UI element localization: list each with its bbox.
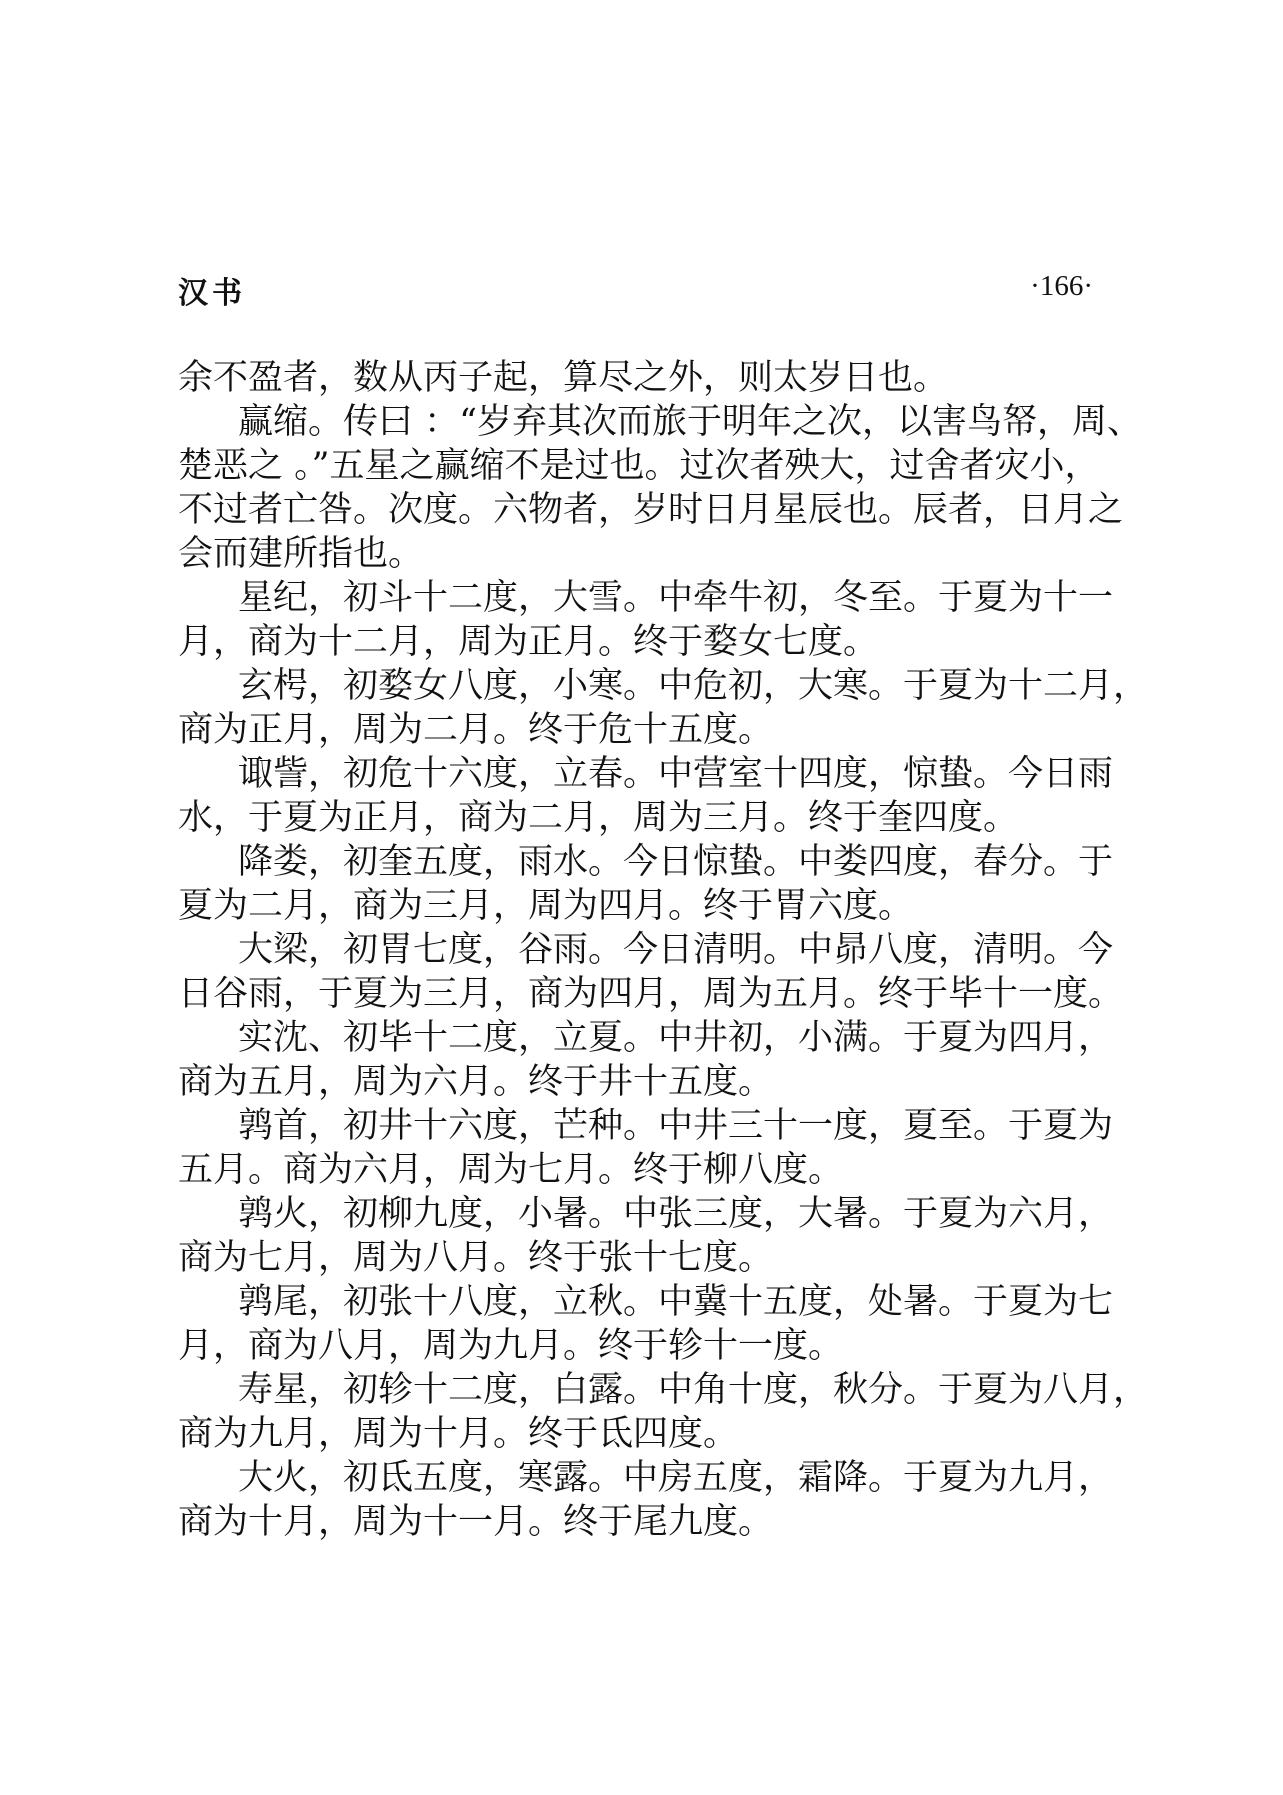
text-line: 实沈、初毕十二度，立夏。中井初，小满。于夏为四月， (238, 1018, 1114, 1058)
text-line: 赢缩。传曰 ：“岁弃其次而旅于明年之次，以害鸟帑，周、 (238, 402, 1143, 442)
text-line: 楚恶之 。”五星之赢缩不是过也。过次者殃大，过舍者灾小， (178, 446, 1100, 486)
text-line: 寿星，初轸十二度，白露。中角十度，秋分。于夏为八月， (238, 1370, 1149, 1410)
text-line: 玄枵，初婺女八度，小寒。中危初，大寒。于夏为十二月， (238, 666, 1149, 706)
running-head (178, 268, 1093, 311)
text-line: 鹑火，初柳九度，小暑。中张三度，大暑。于夏为六月， (238, 1194, 1114, 1234)
text-line: 余不盈者，数从丙子起，算尽之外，则太岁日也。 (178, 358, 949, 398)
text-line: 水，于夏为正月，商为二月，周为三月。终于奎四度。 (178, 798, 1019, 838)
text-line: 商为九月，周为十月。终于氐四度。 (178, 1414, 739, 1454)
text-line: 商为七月，周为八月。终于张十七度。 (178, 1238, 774, 1278)
text-line: 日谷雨，于夏为三月，商为四月，周为五月。终于毕十一度。 (178, 974, 1124, 1014)
text-line: 商为五月，周为六月。终于井十五度。 (178, 1062, 774, 1102)
text-line: 星纪，初斗十二度，大雪。中牵牛初，冬至。于夏为十一 (238, 578, 1114, 618)
text-line: 大火，初氐五度，寒露。中房五度，霜降。于夏为九月， (238, 1458, 1114, 1498)
book-title: 汉书 (178, 276, 246, 311)
text-line: 夏为二月，商为三月，周为四月。终于胃六度。 (178, 886, 914, 926)
text-line: 月，商为八月，周为九月。终于轸十一度。 (178, 1326, 844, 1366)
text-line: 商为十月，周为十一月。终于尾九度。 (178, 1502, 774, 1542)
text-line: 诹訾，初危十六度，立春。中营室十四度，惊蛰。今日雨 (238, 754, 1114, 794)
page-number: ·166· (1030, 270, 1093, 302)
text-line: 商为正月，周为二月。终于危十五度。 (178, 710, 774, 750)
text-line: 会而建所指也。 (178, 534, 424, 574)
text-line: 月，商为十二月，周为正月。终于婺女七度。 (178, 622, 879, 662)
text-line: 鹑尾，初张十八度，立秋。中冀十五度，处暑。于夏为七 (238, 1282, 1114, 1322)
text-line: 不过者亡咎。次度。六物者，岁时日月星辰也。辰者，日月之 (178, 490, 1124, 530)
text-line: 五月。商为六月，周为七月。终于柳八度。 (178, 1150, 844, 1190)
text-line: 鹑首，初井十六度，芒种。中井三十一度，夏至。于夏为 (238, 1106, 1114, 1146)
text-line: 大梁，初胃七度，谷雨。今日清明。中昴八度，清明。今 (238, 930, 1114, 970)
text-line: 降娄，初奎五度，雨水。今日惊蛰。中娄四度，春分。于 (238, 842, 1114, 882)
